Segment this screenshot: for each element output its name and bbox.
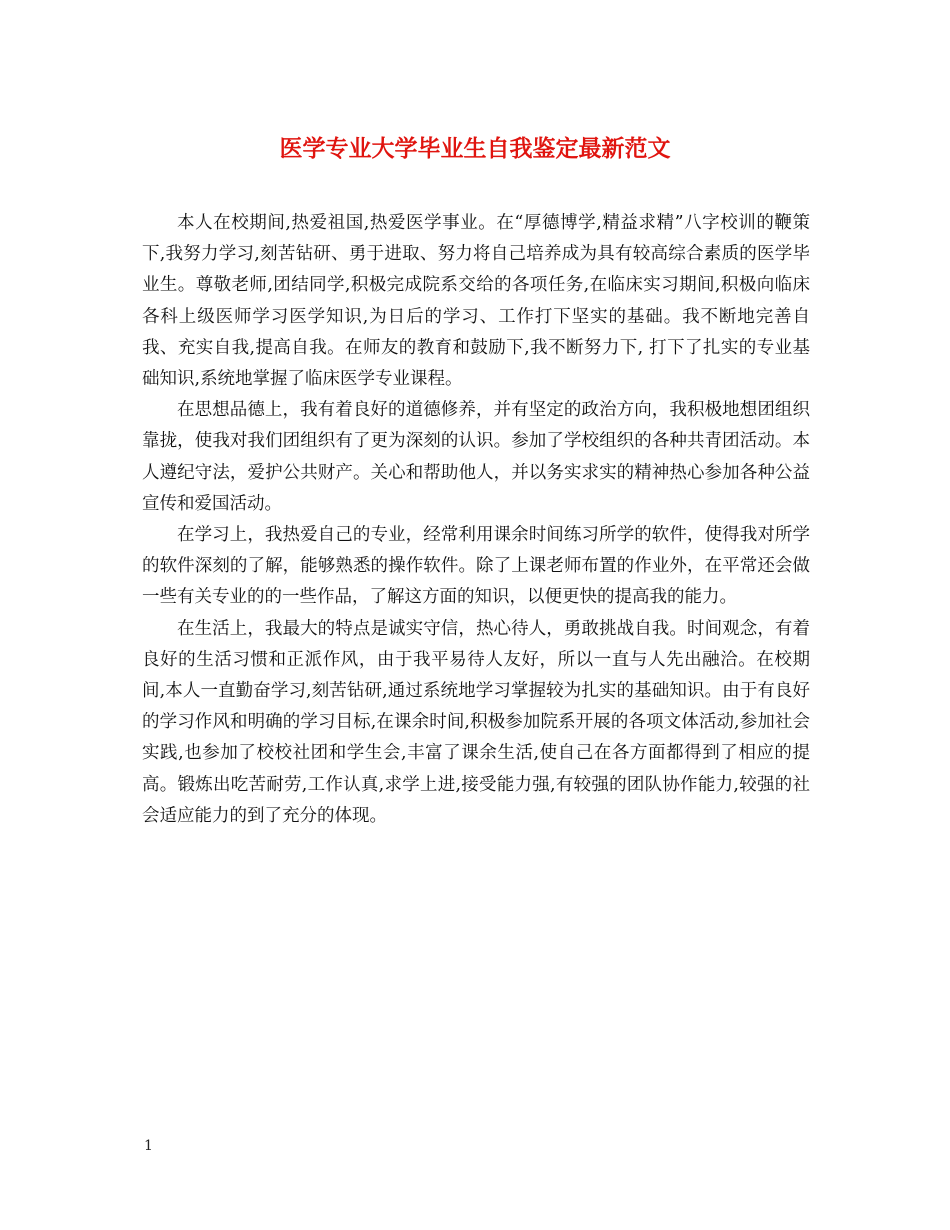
paragraph-life: 在生活上，我最大的特点是诚实守信，热心待人，勇敢挑战自我。时间观念，有着良好的生活习惯和正派作风，由于我平易待人友好，所以一直与人先出融洽。在校期间,本人一直勤奋学习,刻苦钻研,通过系统地学习掌握较为扎实的基础知识。由于有良好的学习作风和明确的学习目标,在课余时间,积极参加院系开展的各项文体活动,参加社会实践,也参加了校校社团和学生会,丰富了课余生活,使自己在各方面都得到了相应的提高。锻炼出吃苦耐劳,工作认真,求学上进,接受能力强,有较强的团队协作能力,较强的社会适应能力的到了充分的体现。 (142, 618, 810, 826)
paragraph-intro: 本人在校期间,热爱祖国,热爱医学事业。在“厚德博学,精益求精”八字校训的鞭策下,我努力学习,刻苦钻研、勇于进取、努力将自己培养成为具有较高综合素质的医学毕业生。尊敬老师,团结同学,积极完成院系交给的各项任务,在临床实习期间,积极向临床各科上级医师学习医学知识,为日后的学习、工作打下坚实的基础。我不断地完善自我、充实自我,提高自我。在师友的教育和鼓励下,我不断努力下, 打下了扎实的专业基础知识,系统地掌握了临床医学专业课程。 (142, 213, 810, 390)
document-body (142, 208, 810, 832)
document-title: 医学专业大学毕业生自我鉴定最新范文 (279, 135, 671, 162)
paragraph-ideology: 在思想品德上，我有着良好的道德修养，并有坚定的政治方向，我积极地想团组织靠拢，使我对我们团组织有了更为深刻的认识。参加了学校组织的各种共青团活动。本人遵纪守法，爱护公共财产。关心和帮助他人，并以务实求实的精神热心参加各种公益宣传和爱国活动。 (142, 400, 810, 514)
paragraph-study: 在学习上，我热爱自己的专业，经常利用课余时间练习所学的软件，使得我对所学的软件深刻的了解，能够熟悉的操作软件。除了上课老师布置的作业外，在平常还会做一些有关专业的的一些作品，了解这方面的知识，以便更快的提高我的能力。 (142, 525, 810, 608)
page-number: 1 (144, 1138, 153, 1154)
